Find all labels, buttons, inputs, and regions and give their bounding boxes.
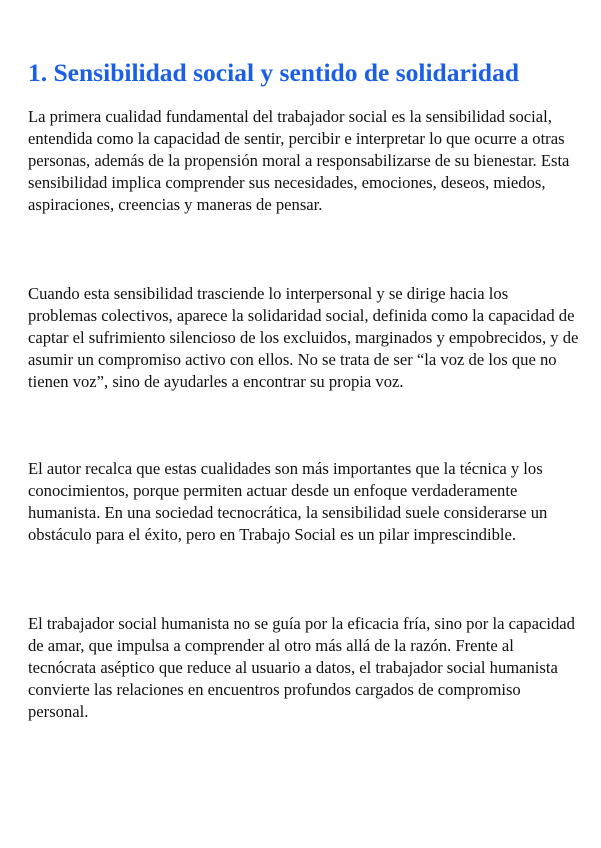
paragraph-cualidades: El autor recalca que estas cualidades son más importantes que la técnica y los conocimientos, porque permiten actuar desde un enfoque verdaderamente humanista. En una sociedad tecnocrática, la sensibilidad suele considerarse un obstáculo para el éxito, pero en Trabajo Social es un pilar imprescindible. (28, 459, 548, 544)
paragraph-solidaridad: Cuando esta sensibilidad trasciende lo interpersonal y se dirige hacia los problemas colectivos, aparece la solidaridad social, definida como la capacidad de captar el sufrimiento silencioso de los excluidos, marginados y empobrecidos, y de asumir un compromiso activo con ellos. No se trata de ser “la voz de los que no tienen voz”, sino de ayudarles a encontrar su propia voz. (28, 284, 579, 391)
section-title: 1. Sensibilidad social y sentido de solidaridad (28, 58, 519, 87)
paragraph-sensibilidad: La primera cualidad fundamental del trabajador social es la sensibilidad social, entendida como la capacidad de sentir, percibir e interpretar lo que ocurre a otras personas, además de la propensión moral a responsabilizarse de su bienestar. Esta sensibilidad implica comprender sus necesidades, emociones, deseos, miedos, aspiraciones, creencias y maneras de pensar. (28, 107, 570, 214)
paragraph-humanista: El trabajador social humanista no se guía por la eficacia fría, sino por la capacidad de amar, que impulsa a comprender al otro más allá de la razón. Frente al tecnócrata aséptico que reduce al usuario a datos, el trabajador social humanista convierte las relaciones en encuentros profundos cargados de compromiso personal. (28, 614, 575, 721)
